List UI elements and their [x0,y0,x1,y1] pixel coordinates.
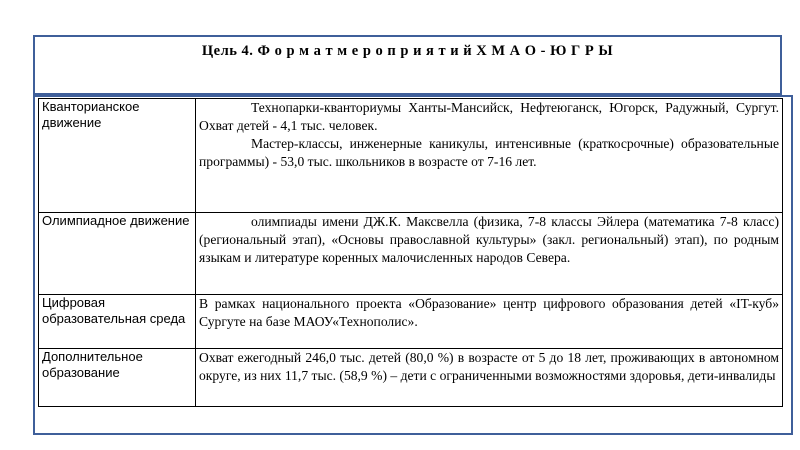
table-row [39,295,783,349]
events-table [38,98,783,407]
category-cell: Олимпиадное движение [39,213,196,295]
description-paragraph: В рамках национального проекта «Образование» центр цифрового образования детей «IT-куб» Сургуте на базе МАОУ«Технополис». [199,296,779,329]
category-cell: Кванторианское движение [39,99,196,213]
title-box [33,35,782,95]
table-row [39,349,783,407]
description-cell [196,99,783,213]
slide-title: Цель 4. Ф о р м а т м е р о п р и я т и й Х М А О - Ю Г Р Ы [201,43,614,59]
description-cell [196,213,783,295]
description-paragraph: Мастер-классы, инженерные каникулы, интенсивные (краткосрочные) образовательные программы) - 53,0 тыс. школьников в возрасте от 7-16 лет. [199,136,779,169]
description-paragraph: олимпиады имени ДЖ.К. Максвелла (физика, 7-8 классы Эйлера (математика 7-8 класс) (региональный этап), «Основы православной культуры» (закл. региональный) этап), по родным языкам и литературе коренных малочисленных народов Севера. [199,214,779,265]
table-row [39,99,783,213]
description-cell [196,349,783,407]
description-paragraph: Технопарки-кванториумы Ханты-Мансийск, Нефтеюганск, Югорск, Радужный, Сургут. Охват детей - 4,1 тыс. человек. [199,100,779,133]
category-cell: Дополнительное образование [39,349,196,407]
description-cell [196,295,783,349]
table-row [39,213,783,295]
description-paragraph: Охват ежегодный 246,0 тыс. детей (80,0 %) в возрасте от 5 до 18 лет, проживающих в автономном округе, из них 11,7 тыс. (58,9 %) – дети с ограниченными возможностями здоровья, дети-инвалиды [199,350,779,383]
category-cell: Цифровая образовательная среда [39,295,196,349]
